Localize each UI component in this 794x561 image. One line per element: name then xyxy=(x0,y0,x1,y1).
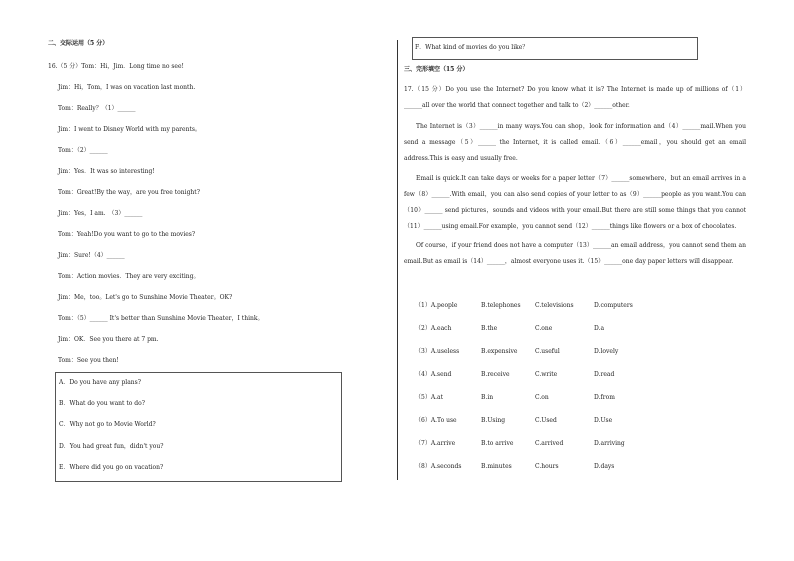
choice-d: D.days xyxy=(594,463,615,470)
choice-b: B.in xyxy=(481,394,494,401)
choice-b: B.telephones xyxy=(481,302,521,309)
cloze-paragraph-3: Email is quick.It can take days or weeks for a paper letter（7）______somewhere，but an email arrives in a few（8）______.With email，you can also send copies of your letter to as（9）______people as you want.You can（10）______ send pictures，sounds and videos with your email.But there are still some things that you cannot（11）______using email.For example，you cannot send（12）______things like flowers or a box of chocolates. xyxy=(404,175,746,230)
choice-row-label: （4）A.send xyxy=(415,371,452,378)
choice-c: C.write xyxy=(535,371,558,378)
section-title-cloze: 三、完形填空（15 分） xyxy=(404,66,469,73)
choice-row-label: （6）A.To use xyxy=(415,417,457,424)
section-title-dialogue: 二、交际运用（5 分） xyxy=(48,40,109,47)
choice-b: B.expensive xyxy=(481,348,518,355)
choice-b: B.Using xyxy=(481,417,506,424)
choice-d: D.Use xyxy=(594,417,613,424)
dialogue-line: Tom：（5）______ It's better than Sunshine Movie Theater，I think。 xyxy=(58,315,264,322)
option-e: E．Where did you go on vacation? xyxy=(59,464,164,471)
option-c: C．Why not go to Movie World? xyxy=(59,421,156,428)
choice-c: C.Used xyxy=(535,417,557,424)
question-16-intro: 16.（5 分）Tom：Hi，Jim．Long time no see! xyxy=(48,63,184,70)
choice-row-label: （3）A.useless xyxy=(415,348,460,355)
dialogue-line: Tom：Great!By the way，are you free tonight? xyxy=(58,189,200,196)
cloze-paragraph-1: 17.（15 分）Do you use the Internet? Do you know what it is? The Internet is made up of millions of（1）______all over the world that connect together and talk to（2）______other. xyxy=(404,86,746,109)
option-f: F．What kind of movies do you like？ xyxy=(415,44,529,51)
dialogue-line: Tom：Action movies．They are very exciting。 xyxy=(58,273,200,280)
choice-d: D.from xyxy=(594,394,615,401)
dialogue-line: Tom：See you then! xyxy=(58,357,119,364)
choice-d: D.lovely xyxy=(594,348,619,355)
column-divider xyxy=(397,40,398,480)
choice-c: C.hours xyxy=(535,463,559,470)
choice-b: B.the xyxy=(481,325,498,332)
choice-row-label: （5）A.at xyxy=(415,394,444,401)
choice-row-label: （2）A.each xyxy=(415,325,452,332)
cloze-paragraph-4: Of course，if your friend does not have a computer（13）______an email address，you cannot send them an email.But as email is（14）______，almost everyone uses it.（15）______one day paper letters will disappear. xyxy=(404,242,746,265)
option-d: D．You had great fun，didn't you? xyxy=(59,443,164,450)
dialogue-line: Jim：I went to Disney World with my parents。 xyxy=(58,126,201,133)
choice-d: D.a xyxy=(594,325,605,332)
option-a: A．Do you have any plans? xyxy=(59,379,141,386)
choice-b: B.to arrive xyxy=(481,440,514,447)
choice-d: D.read xyxy=(594,371,615,378)
choice-row-label: （8）A.seconds xyxy=(415,463,462,470)
choice-b: B.receive xyxy=(481,371,510,378)
dialogue-line: Tom：Really？（1）______ xyxy=(58,105,136,112)
dialogue-line: Jim：Hi，Tom，I was on vacation last month. xyxy=(58,84,196,91)
dialogue-line: Jim：OK．See you there at 7 pm. xyxy=(58,336,159,343)
choice-c: C.one xyxy=(535,325,553,332)
choice-c: C.on xyxy=(535,394,549,401)
choice-d: D.computers xyxy=(594,302,633,309)
dialogue-line: Jim：Sure!（4）______ xyxy=(58,252,125,259)
dialogue-line: Tom：Yeah!Do you want to go to the movies? xyxy=(58,231,196,238)
dialogue-line: Tom：（2）______ xyxy=(58,147,108,154)
dialogue-line: Jim：Yes．It was so interesting! xyxy=(58,168,155,175)
cloze-paragraph-2: The Internet is（3）______in many ways.You can shop，look for information and（4）______mail.When you send a message（5）______ the Internet, it is called email.（6）______email，you should get an email address.This is easy and usually free. xyxy=(404,123,746,162)
options-box xyxy=(55,372,342,482)
choice-row-label: （1）A.people xyxy=(415,302,458,309)
choice-d: D.arriving xyxy=(594,440,625,447)
choice-b: B.minutes xyxy=(481,463,512,470)
choice-row-label: （7）A.arrive xyxy=(415,440,456,447)
choice-c: C.arrived xyxy=(535,440,564,447)
option-b: B．What do you want to do? xyxy=(59,400,145,407)
option-f-box xyxy=(412,37,698,60)
dialogue-line: Jim：Yes，I am. （3）______ xyxy=(58,210,143,217)
dialogue-line: Jim：Me，too。Let's go to Sunshine Movie Theater。OK? xyxy=(58,294,233,301)
choice-c: C.useful xyxy=(535,348,560,355)
choice-c: C.televisions xyxy=(535,302,574,309)
